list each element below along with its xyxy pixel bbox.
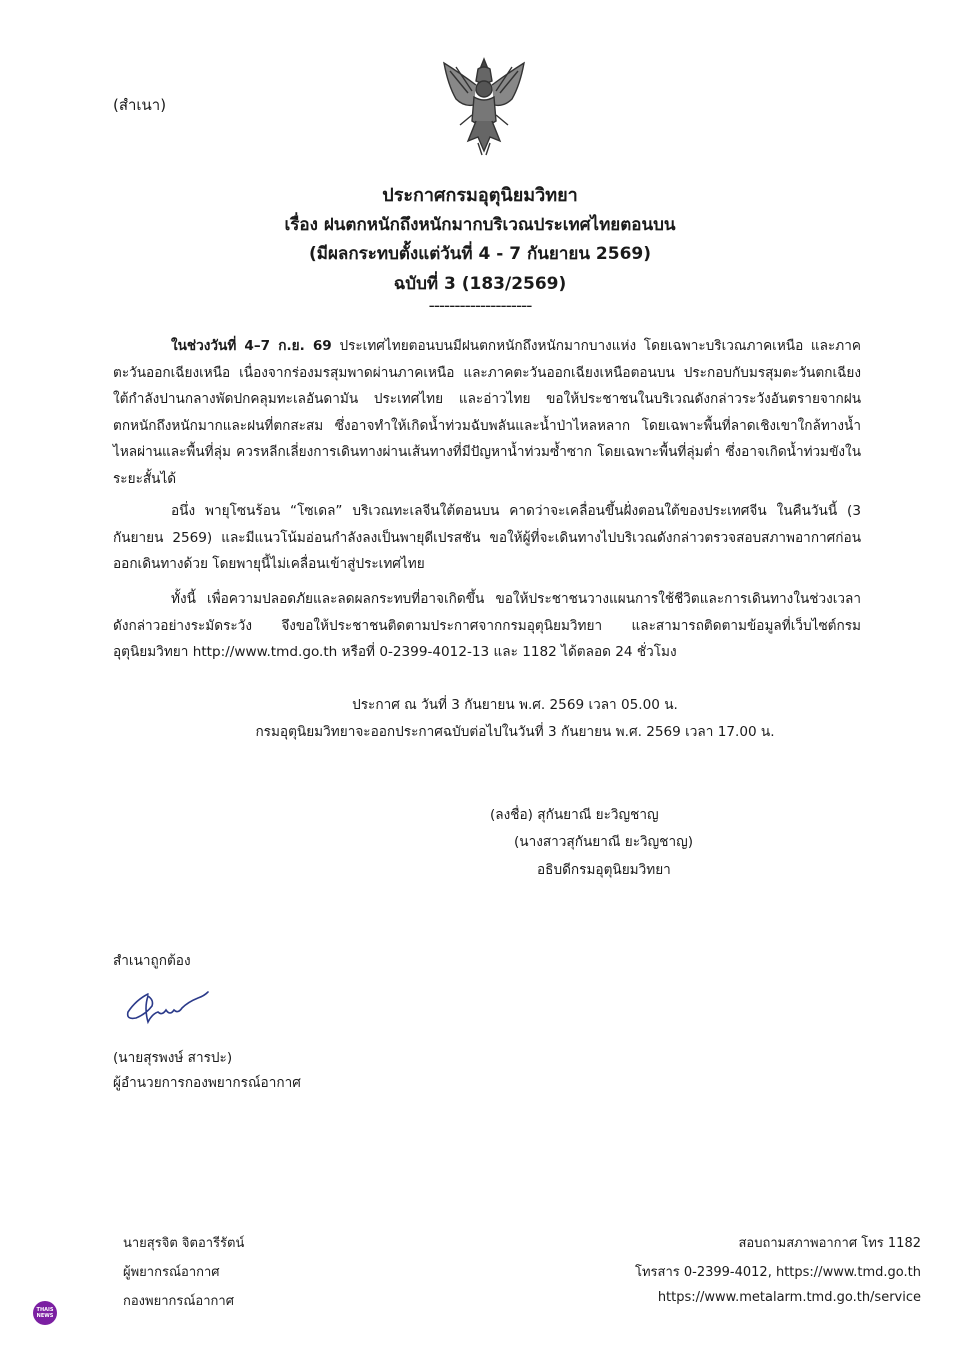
issue-number: ฉบับที่ 3 (183/2569)	[393, 274, 567, 294]
certified-copy-label: สำเนาถูกต้อง	[113, 953, 191, 969]
signatory-name: (นางสาวสุกันยาณี ยะวิญชาญ)	[514, 834, 694, 850]
news-watermark-badge	[33, 1301, 57, 1325]
paragraph-text: ประเทศไทยตอนบนมีฝนตกหนักถึงหนักมากบางแห่ง โดยเฉพาะบริเวณภาคเหนือ และภาคตะวันออกเฉียงเหนือ เนื่องจากร่องมรสุมพาดผ่านภาคเหนือ และภาคตะวันออกเฉียงเหนือตอนบน ประกอบกับมรสุมตะวันตกเฉียงใต้กำลังปานกลางพัดปกคลุมทะเลอันดามัน ประเทศไทย และอ่าวไทย ขอให้ประชาชนในบริเวณดังกล่าวระวังอันตรายจากฝนตกหนักถึงหนักมากและฝนที่ตกสะสม ซึ่งอาจทำให้เกิดน้ำท่วมฉับพลันและน้ำป่าไหลหลาก โดยเฉพาะพื้นที่ลาดเชิงเขาใกล้ทางน้ำไหลผ่านและพื้นที่ลุ่ม ควรหลีกเลี่ยงการเดินทางผ่านเส้นทางที่มีปัญหาน้ำท่วมซ้ำซาก โดยเฉพาะพื้นที่ลุ่มต่ำ ซึ่งอาจเกิดน้ำท่วมขังในระยะสั้นได้	[113, 338, 861, 487]
certifier-name: (นายสุรพงษ์ สารปะ)	[113, 1050, 233, 1066]
badge-line-1: THAIS	[36, 1307, 54, 1313]
announcement-title: ประกาศกรมอุตุนิยมวิทยา	[382, 185, 578, 206]
paragraph-lead: ในช่วงวันที่ 4–7 ก.ย. 69	[171, 338, 332, 354]
forecaster-role: ผู้พยากรณ์อากาศ	[123, 1265, 220, 1280]
badge-line-2: NEWS	[36, 1313, 54, 1319]
copy-mark: (สำเนา)	[113, 96, 167, 114]
body-paragraph-3: ทั้งนี้ เพื่อความปลอดภัยและลดผลกระทบที่อาจเกิดขึ้น ขอให้ประชาชนวางแผนการใช้ชีวิตและการเดินทางในช่วงเวลาดังกล่าวอย่างระมัดระวัง จึงขอให้ประชาชนติดตามประกาศจากกรมอุตุนิยมวิทยา และสามารถติดตามข้อมูลที่เว็บไซต์กรมอุตุนิยมวิทยา http://www.tmd.go.th หรือที่ 0-2399-4012-13 และ 1182 ได้ตลอด 24 ชั่วโมง	[113, 591, 861, 660]
fax-and-website: โทรสาร 0-2399-4012, https://www.tmd.go.th	[635, 1265, 921, 1280]
body-paragraph-2: อนึ่ง พายุโซนร้อน “โซเดล” บริเวณทะเลจีนใต้ตอนบน คาดว่าจะเคลื่อนขึ้นฝั่งตอนใต้ของประเทศจีน ในคืนวันนี้ (3 กันยายน 2569) และมีแนวโน้มอ่อนกำลังลงเป็นพายุดีเปรสชัน ขอให้ผู้ที่จะเดินทางไปบริเวณดังกล่าวตรวจสอบสภาพอากาศก่อนออกเดินทางด้วย โดยพายุนี้ไม่เคลื่อนเข้าสู่ประเทศไทย	[113, 503, 861, 572]
signatory-position: อธิบดีกรมอุตุนิยมวิทยา	[537, 862, 671, 878]
issued-datetime: ประกาศ ณ วันที่ 3 กันยายน พ.ศ. 2569 เวลา 05.00 น.	[352, 697, 678, 713]
forecaster-division: กองพยากรณ์อากาศ	[123, 1294, 234, 1309]
certifier-position: ผู้อำนวยการกองพยากรณ์อากาศ	[113, 1075, 301, 1091]
garuda-emblem-icon	[438, 55, 530, 160]
header-divider: --------------------	[428, 296, 532, 316]
handwritten-signature	[118, 986, 218, 1028]
next-issue-notice: กรมอุตุนิยมวิทยาจะออกประกาศฉบับต่อไปในวันที่ 3 กันยายน พ.ศ. 2569 เวลา 17.00 น.	[255, 724, 775, 740]
signature-line: (ลงชื่อ) สุกันยาณี ยะวิญชาญ	[490, 807, 659, 823]
service-link[interactable]: https://www.metalarm.tmd.go.th/service	[657, 1290, 921, 1305]
effective-period: (มีผลกระทบตั้งแต่วันที่ 4 - 7 กันยายน 2569)	[308, 244, 651, 264]
announcement-subject: เรื่อง ฝนตกหนักถึงหนักมากบริเวณประเทศไทยตอนบน	[284, 215, 676, 235]
weather-hotline: สอบถามสภาพอากาศ โทร 1182	[738, 1236, 921, 1251]
body-paragraph-1	[113, 333, 861, 492]
forecaster-name: นายสุรจิต จิตอารีรัตน์	[123, 1236, 245, 1251]
